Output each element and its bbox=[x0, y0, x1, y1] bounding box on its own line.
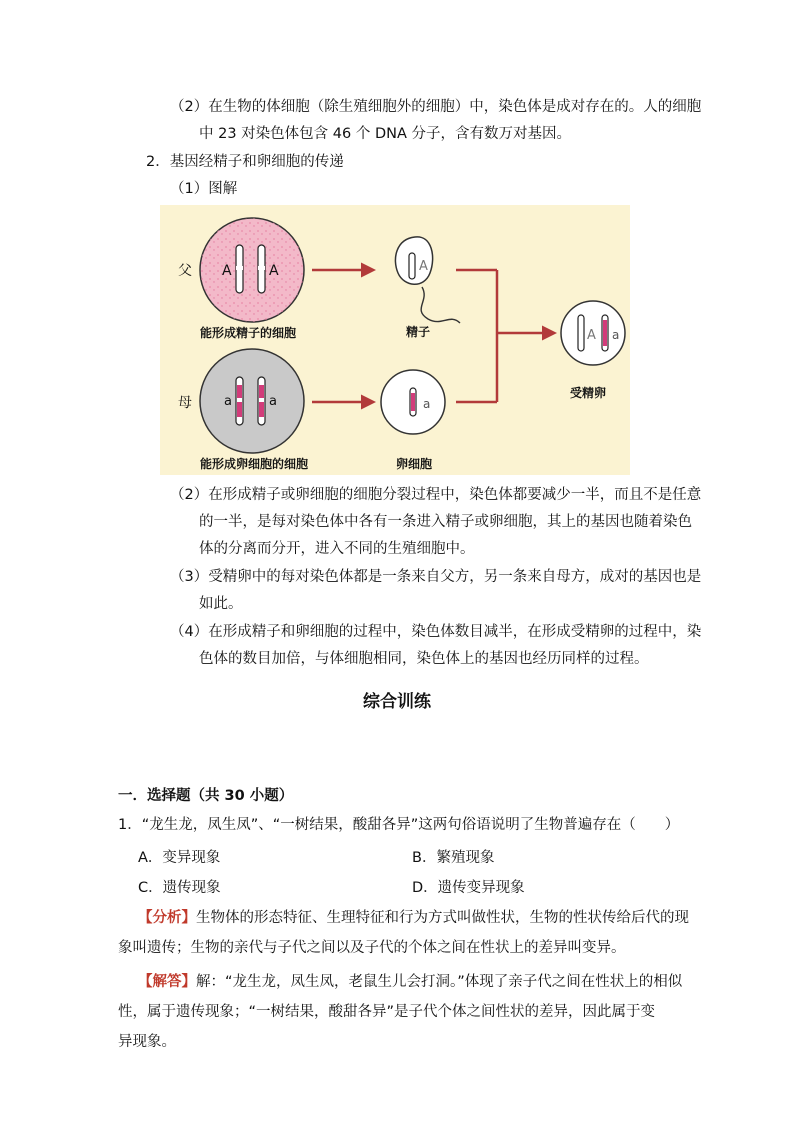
father-cell-caption: 能形成精子的细胞 bbox=[200, 326, 297, 340]
part-heading: 一．选择题（共 30 小题） bbox=[118, 788, 294, 804]
paragraph-line: 中 23 对染色体包含 46 个 DNA 分子，含有数万对基因。 bbox=[199, 126, 571, 142]
analysis-line bbox=[138, 908, 689, 928]
father-label: 父 bbox=[178, 263, 192, 279]
subheading: （1）图解 bbox=[170, 181, 238, 197]
question-stem: 1．“龙生龙，凤生凤”、“一树结果，酸甜各异”这两句俗语说明了生物普遍存在（ ） bbox=[118, 817, 680, 833]
answer-line bbox=[138, 972, 682, 992]
analysis-tag: 【分析】 bbox=[138, 910, 196, 926]
subheading: 2．基因经精子和卵细胞的传递 bbox=[146, 154, 344, 170]
analysis-text: 生物体的形态特征、生理特征和行为方式叫做性状，生物的性状传给后代的现 bbox=[196, 910, 689, 926]
paragraph-line: （2）在生物的体细胞（除生殖细胞外的细胞）中，染色体是成对存在的。人的细胞 bbox=[170, 99, 702, 115]
sperm-caption: 精子 bbox=[406, 325, 431, 339]
gene-label: A bbox=[269, 263, 279, 279]
option-c[interactable]: C．遗传现象 bbox=[138, 880, 221, 896]
paragraph-line: （4）在形成精子和卵细胞的过程中，染色体数目减半，在形成受精卵的过程中，染 bbox=[170, 624, 702, 640]
zygote-caption: 受精卵 bbox=[570, 386, 607, 400]
paragraph-line: 的一半，是每对染色体中各有一条进入精子或卵细胞，其上的基因也随着染色 bbox=[199, 514, 692, 530]
gene-label: a bbox=[612, 328, 620, 342]
egg-caption: 卵细胞 bbox=[396, 457, 433, 471]
paragraph-line: 色体的数目加倍，与体细胞相同，染色体上的基因也经历同样的过程。 bbox=[199, 651, 649, 667]
gene-transmission-diagram bbox=[160, 205, 630, 475]
analysis-line: 象叫遗传；生物的亲代与子代之间以及子代的个体之间在性状上的差异叫变异。 bbox=[118, 940, 626, 956]
mother-cell bbox=[200, 349, 304, 453]
option-d[interactable]: D．遗传变异现象 bbox=[412, 880, 525, 896]
paragraph-line: （2）在形成精子或卵细胞的细胞分裂过程中，染色体都要减少一半，而且不是任意 bbox=[170, 487, 702, 503]
option-a[interactable]: A．变异现象 bbox=[138, 850, 221, 866]
gene-label: A bbox=[419, 259, 428, 274]
mother-cell-caption: 能形成卵细胞的细胞 bbox=[200, 457, 309, 471]
answer-line: 异现象。 bbox=[118, 1034, 176, 1050]
paragraph-line: 体的分离而分开，进入不同的生殖细胞中。 bbox=[199, 541, 475, 557]
gene-label: A bbox=[587, 328, 596, 343]
gene-label: A bbox=[222, 263, 232, 279]
section-title: 综合训练 bbox=[363, 692, 431, 712]
gene-label: a bbox=[224, 394, 232, 409]
option-b[interactable]: B．繁殖现象 bbox=[412, 850, 495, 866]
paragraph-line: 如此。 bbox=[199, 596, 243, 612]
answer-line: 性，属于遗传现象；“一树结果，酸甜各异”是子代个体之间性状的差异，因此属于变 bbox=[118, 1004, 656, 1020]
answer-text: 解：“龙生龙，凤生凤，老鼠生儿会打洞。”体现了亲子代之间在性状上的相似 bbox=[196, 974, 683, 990]
answer-tag: 【解答】 bbox=[138, 974, 196, 990]
mother-label: 母 bbox=[178, 395, 192, 411]
chromosome bbox=[578, 315, 584, 351]
gene-label: a bbox=[423, 397, 431, 411]
chromosome bbox=[409, 253, 415, 279]
gene-label: a bbox=[269, 394, 277, 409]
paragraph-line: （3）受精卵中的每对染色体都是一条来自父方，另一条来自母方，成对的基因也是 bbox=[170, 569, 702, 585]
